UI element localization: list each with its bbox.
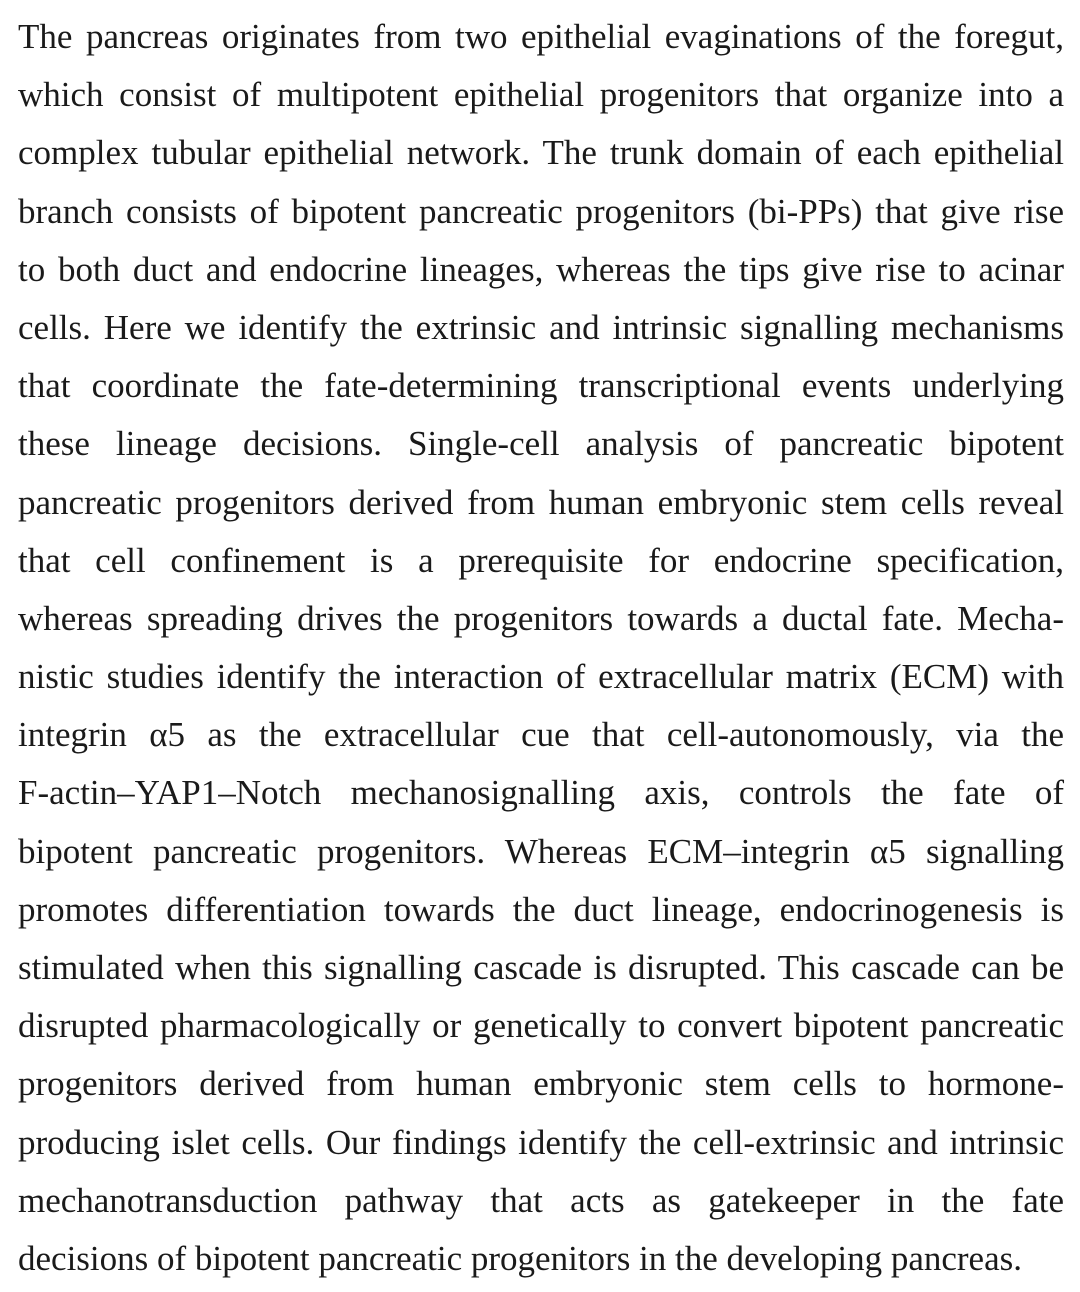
abstract-line: that coordinate the fate-determining transcriptional events underlying [18, 366, 1064, 406]
abstract-line: complex tubular epithelial network. The trunk domain of each epithelial [18, 133, 1064, 173]
abstract-line: branch consists of bipotent pancreatic progenitors (bi-PPs) that give rise [18, 191, 1064, 231]
abstract-line: promotes differentiation towards the duct lineage, endocrinogenesis is [18, 889, 1064, 929]
abstract-line: disrupted pharmacologically or genetically to convert bipotent pancreatic [18, 1006, 1064, 1046]
abstract-line: integrin α5 as the extracellular cue that cell-autonomously, via the [18, 715, 1064, 755]
abstract-line: that cell confinement is a prerequisite for endocrine specification, [18, 540, 1064, 580]
abstract-line: The pancreas originates from two epithelial evaginations of the foregut, [18, 17, 1064, 56]
abstract-line: producing islet cells. Our findings identify the cell-extrinsic and intrinsic [18, 1122, 1064, 1162]
abstract-line: pancreatic progenitors derived from human embryonic stem cells reveal [18, 482, 1064, 522]
abstract-paragraph [18, 8, 1064, 1288]
abstract-line: these lineage decisions. Single-cell analysis of pancreatic bipotent [18, 424, 1064, 464]
abstract-line: F-actin–YAP1–Notch mechanosignalling axis, controls the fate of [18, 773, 1064, 813]
abstract-line: stimulated when this signalling cascade is disrupted. This cascade can be [18, 948, 1064, 987]
abstract-line: mechanotransduction pathway that acts as gatekeeper in the fate [18, 1180, 1064, 1220]
abstract-line: cells. Here we identify the extrinsic and intrinsic signalling mechanisms [18, 307, 1064, 347]
abstract-line: bipotent pancreatic progenitors. Whereas ECM–integrin α5 signalling [18, 831, 1064, 871]
abstract-line: nistic studies identify the interaction of extracellular matrix (ECM) with [18, 657, 1064, 697]
abstract-line: whereas spreading drives the progenitors towards a ductal fate. Mecha- [18, 598, 1064, 638]
abstract-line: decisions of bipotent pancreatic progenitors in the developing pancreas. [18, 1238, 1022, 1278]
abstract-line: which consist of multipotent epithelial progenitors that organize into a [18, 75, 1064, 115]
abstract-line: progenitors derived from human embryonic stem cells to hormone- [18, 1064, 1064, 1104]
abstract-line: to both duct and endocrine lineages, whereas the tips give rise to acinar [18, 249, 1064, 289]
